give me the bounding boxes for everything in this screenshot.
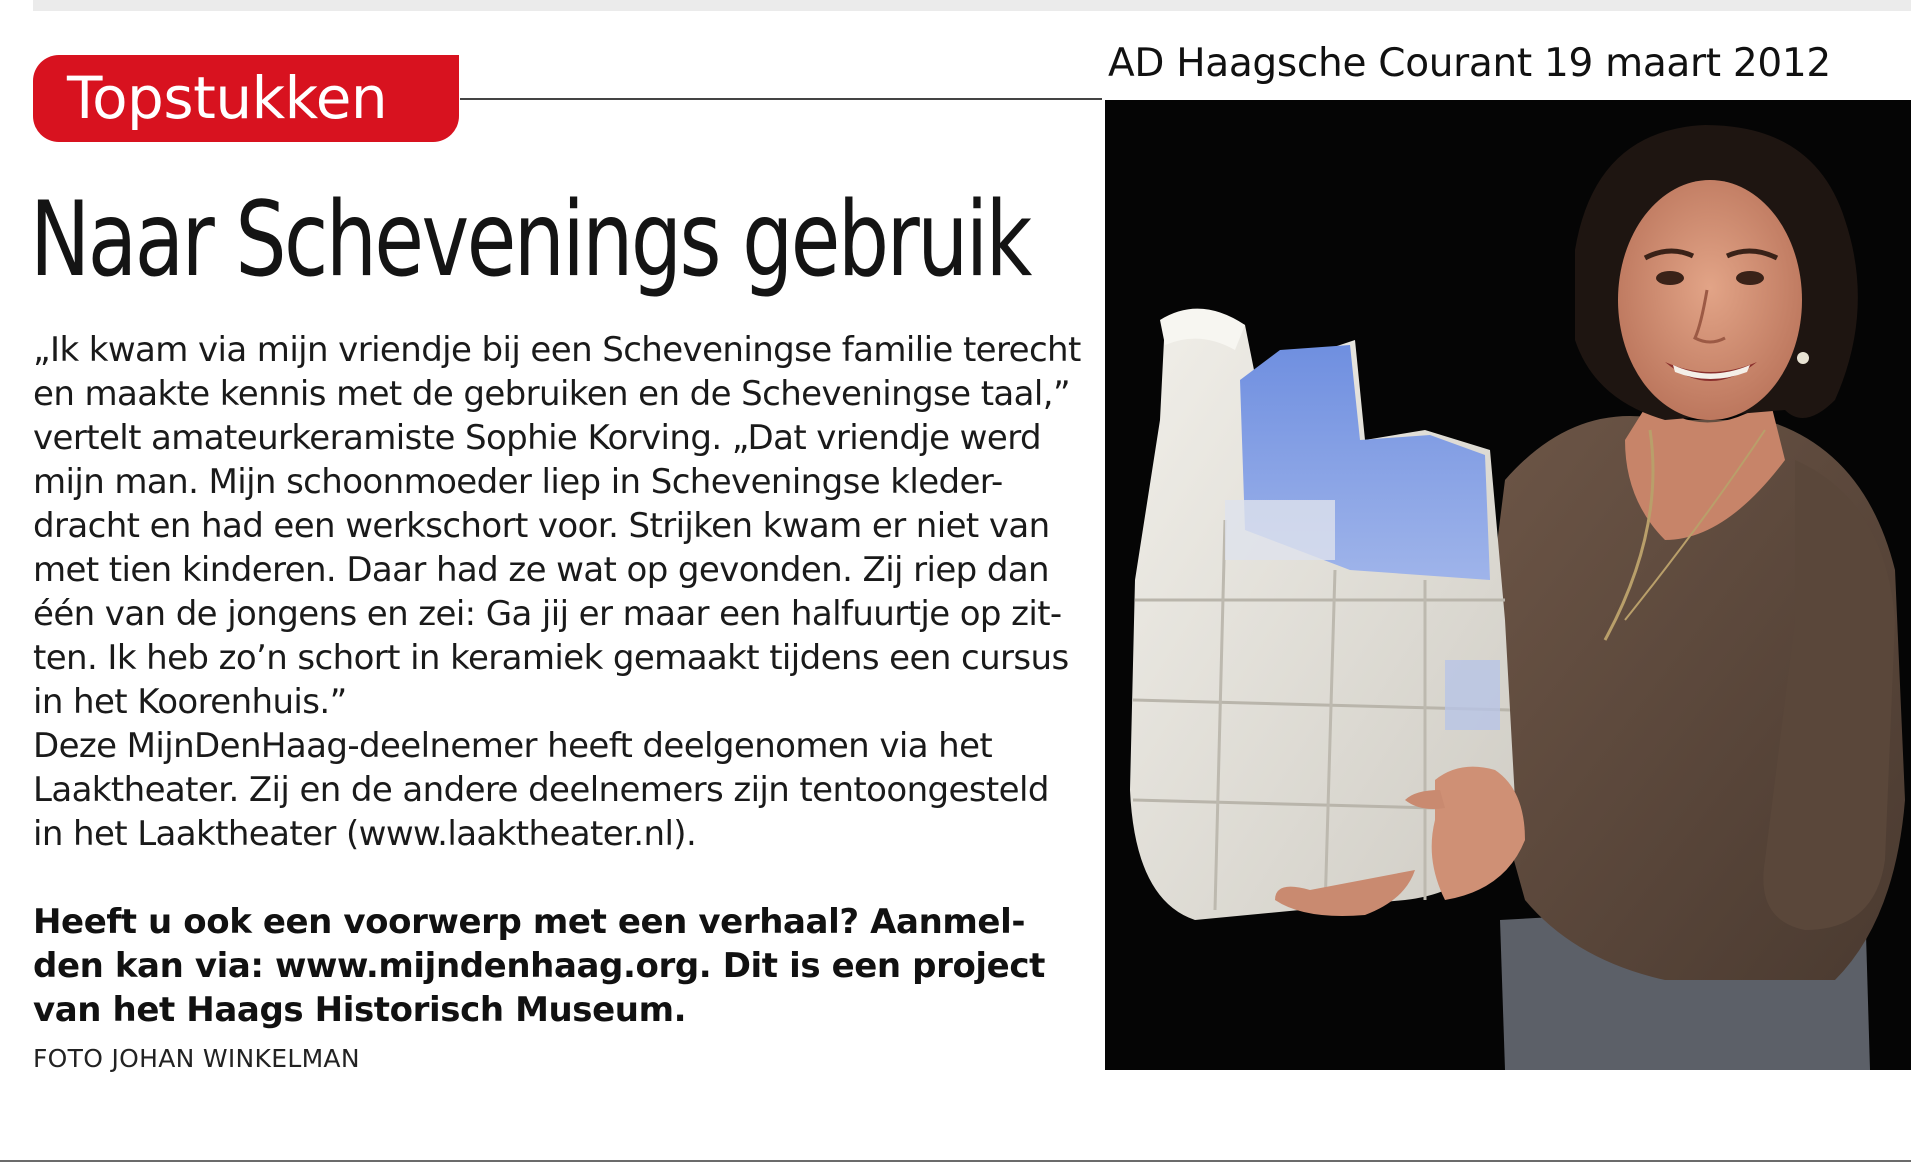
cta-line: Heeft u ook een voorwerp met een verhaal? Aanmel- (33, 902, 1026, 942)
body-line: dracht en had een werkschort voor. Strijken kwam er niet van (33, 506, 1050, 546)
body-line: Deze MijnDenHaag-deelnemer heeft deelgenomen via het (33, 726, 993, 766)
section-label: Topstukken (67, 64, 388, 132)
article-headline: Naar Schevenings gebruik (30, 178, 1030, 300)
photo-credit: FOTO JOHAN WINKELMAN (33, 1044, 360, 1073)
body-line: in het Laaktheater (www.laaktheater.nl). (33, 814, 697, 854)
body-line: „Ik kwam via mijn vriendje bij een Scheveningse familie terecht (33, 330, 1081, 370)
section-tab (33, 55, 459, 142)
photo-illustration (1105, 100, 1911, 1070)
footer-rule (0, 1160, 1911, 1162)
body-line: ten. Ik heb zo’n schort in keramiek gemaakt tijdens een cursus (33, 638, 1069, 678)
body-line: en maakte kennis met de gebruiken en de Scheveningse taal,” (33, 374, 1070, 414)
article-body (33, 328, 1093, 856)
top-border-strip (33, 0, 1911, 11)
article-photo (1105, 100, 1911, 1070)
body-line: Laaktheater. Zij en de andere deelnemers zijn tentoongesteld (33, 770, 1049, 810)
body-line: vertelt amateurkeramiste Sophie Korving. „Dat vriendje werd (33, 418, 1041, 458)
body-line: mijn man. Mijn schoonmoeder liep in Scheveningse kleder- (33, 462, 1003, 502)
call-to-action (33, 900, 1093, 1032)
body-line: één van de jongens en zei: Ga jij er maar een halfuurtje op zit- (33, 594, 1062, 634)
header-rule (460, 98, 1102, 100)
cta-line: van het Haags Historisch Museum. (33, 990, 687, 1030)
body-line: in het Koorenhuis.” (33, 682, 347, 722)
body-line: met tien kinderen. Daar had ze wat op gevonden. Zij riep dan (33, 550, 1050, 590)
publication-source-line: AD Haagsche Courant 19 maart 2012 (1108, 41, 1831, 86)
cta-line: den kan via: www.mijndenhaag.org. Dit is een project (33, 946, 1045, 986)
